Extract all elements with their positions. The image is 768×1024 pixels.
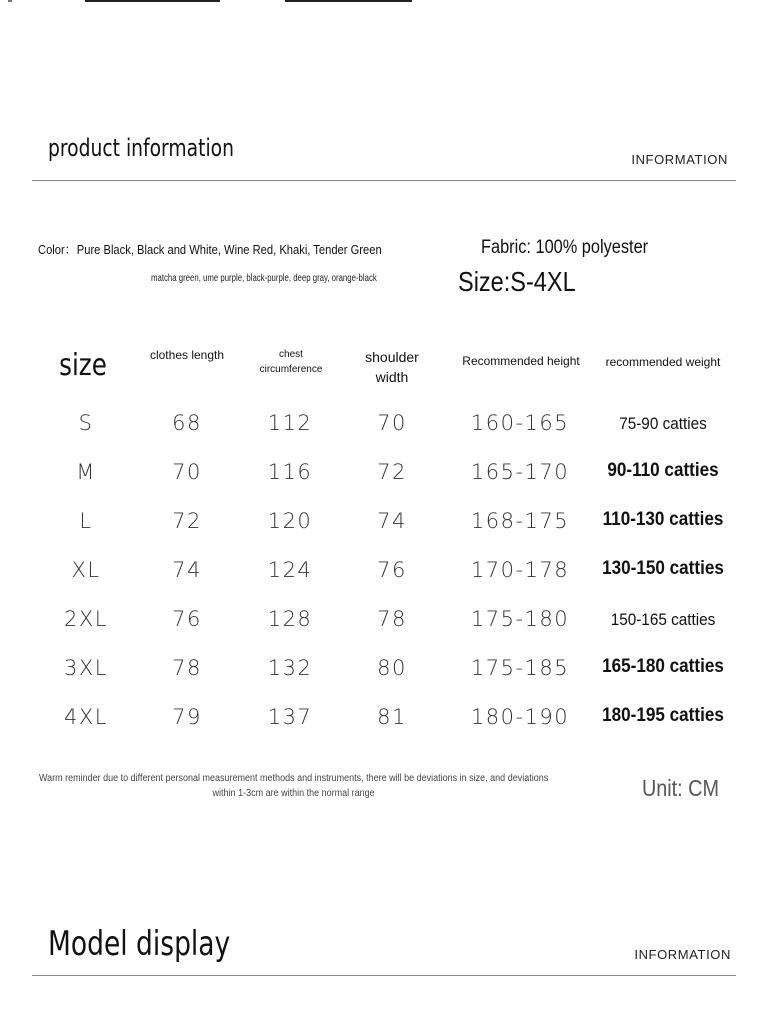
section-divider [32, 975, 736, 976]
cell-chest: 124 [267, 558, 313, 582]
color-list-more: matcha green, ume purple, black-purple, deep gray, orange-black [151, 273, 377, 284]
color-options [38, 239, 382, 258]
cell-clothes-length: 72 [172, 509, 202, 533]
cell-height: 180-190 [470, 705, 570, 729]
cell-height: 168-175 [470, 509, 570, 533]
header-chest-circumference: chest circumference [259, 349, 323, 375]
cell-height: 165-170 [470, 460, 570, 484]
cell-shoulder: 74 [377, 509, 407, 533]
cell-weight: 180-195 catties [602, 705, 724, 726]
cell-shoulder: 76 [377, 558, 407, 582]
cell-chest: 112 [267, 411, 313, 435]
cell-shoulder: 70 [377, 411, 407, 435]
header-clothes-length: clothes length [149, 348, 225, 362]
cell-size: S [78, 411, 94, 435]
cell-weight: 75-90 catties [619, 414, 707, 433]
cell-size: 2XL [64, 607, 108, 631]
cell-height: 170-178 [470, 558, 570, 582]
table-row [0, 607, 768, 656]
section-subtitle-information: INFORMATION [634, 947, 731, 962]
cell-size: XL [71, 558, 101, 582]
cell-size: M [76, 460, 96, 484]
cell-shoulder: 72 [377, 460, 407, 484]
header-recommended-height: Recommended height [462, 354, 580, 368]
cell-chest: 116 [267, 460, 313, 484]
cell-weight: 110-130 catties [602, 509, 724, 530]
size-range: Size:S-4XL [458, 266, 576, 297]
table-row [0, 411, 768, 460]
cell-size: 3XL [64, 656, 108, 680]
cell-size: 4XL [64, 705, 108, 729]
cell-clothes-length: 78 [172, 656, 202, 680]
color-label: Color： [38, 242, 76, 257]
cell-weight: 90-110 catties [607, 460, 719, 481]
cell-chest: 120 [267, 509, 313, 533]
cell-shoulder: 81 [377, 705, 407, 729]
top-edge-line [85, 0, 220, 2]
cell-clothes-length: 68 [172, 411, 202, 435]
header-recommended-weight: recommended weight [605, 355, 721, 369]
cell-height: 175-180 [470, 607, 570, 631]
table-row [0, 558, 768, 607]
header-shoulder-width: shoulder width [365, 349, 419, 385]
section-title-product-information: product information [48, 134, 234, 162]
cell-clothes-length: 79 [172, 705, 202, 729]
color-list: Pure Black, Black and White, Wine Red, Khaki, Tender Green [76, 242, 382, 257]
cell-chest: 132 [267, 656, 313, 680]
section-divider [32, 180, 736, 181]
top-edge-line [285, 0, 412, 2]
cell-height: 160-165 [470, 411, 570, 435]
unit-label: Unit: CM [642, 775, 719, 801]
cell-shoulder: 80 [377, 656, 407, 680]
cell-clothes-length: 74 [172, 558, 202, 582]
section-title-model-display: Model display [48, 924, 231, 964]
cell-height: 175-185 [470, 656, 570, 680]
cell-clothes-length: 76 [172, 607, 202, 631]
section-subtitle-information: INFORMATION [631, 152, 728, 167]
cell-shoulder: 78 [377, 607, 407, 631]
cell-chest: 137 [267, 705, 313, 729]
table-row [0, 656, 768, 705]
cell-weight: 130-150 catties [602, 558, 724, 579]
table-row [0, 460, 768, 509]
cell-weight: 150-165 catties [610, 610, 716, 629]
top-edge-tick [8, 0, 12, 2]
cell-clothes-length: 70 [172, 460, 202, 484]
header-size: size [59, 348, 107, 383]
cell-chest: 128 [267, 607, 313, 631]
table-row [0, 705, 768, 754]
cell-weight: 165-180 catties [602, 656, 724, 677]
table-row [0, 509, 768, 558]
fabric-info: Fabric: 100% polyester [481, 237, 649, 258]
cell-size: L [79, 509, 93, 533]
measurement-note: Warm reminder due to different personal measurement methods and instruments, there will be deviations in size, and deviations within 1-3cm are within the normal range [38, 773, 549, 799]
